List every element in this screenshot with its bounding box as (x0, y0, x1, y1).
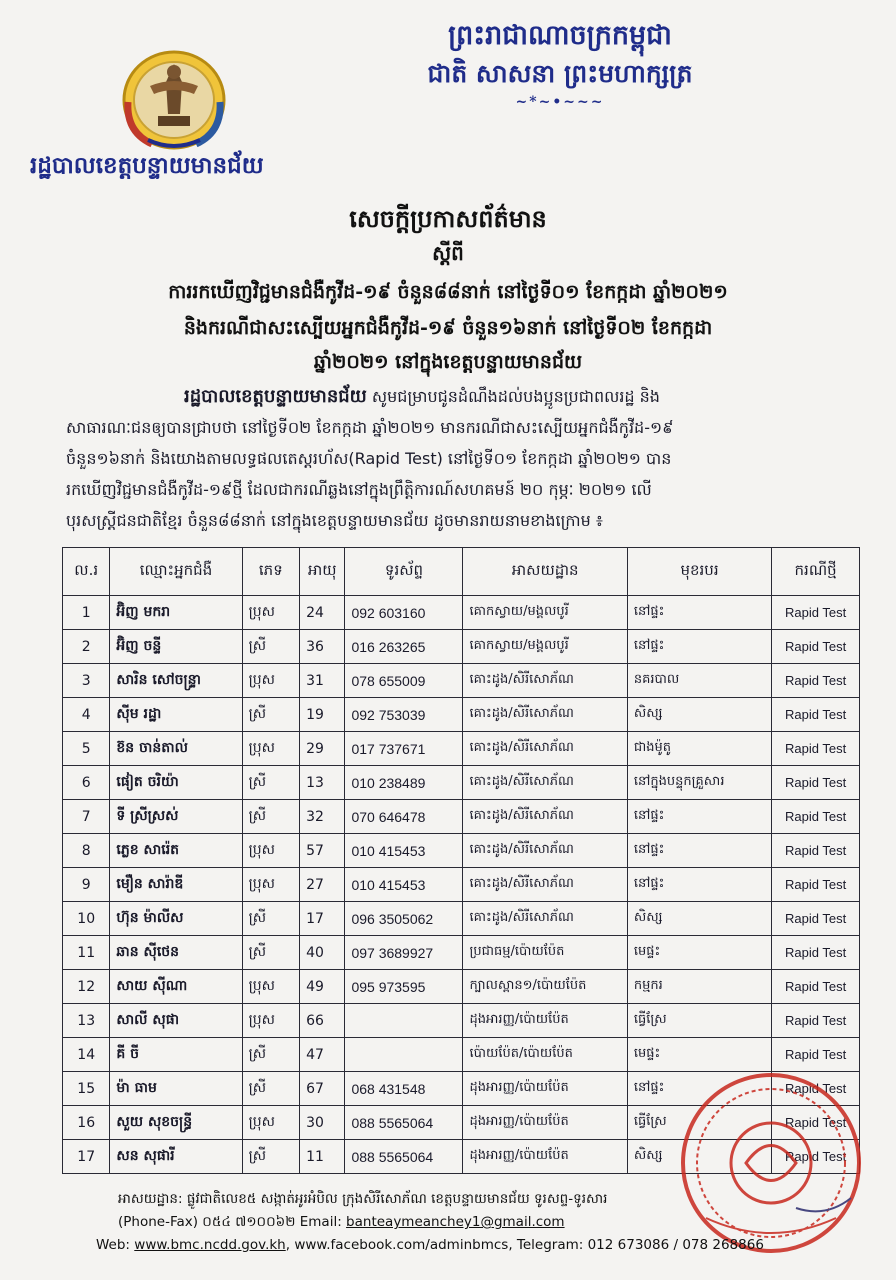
cell-name: ឆាន ស៊ីថេន (110, 936, 242, 970)
cell-age: 36 (300, 630, 345, 664)
cell-age: 29 (300, 732, 345, 766)
cell-sex: ប្រុស (242, 1106, 300, 1140)
cell-name: សន សុផារី (110, 1140, 242, 1174)
cell-result: Rapid Test (772, 1038, 860, 1072)
cell-sex: ប្រុស (242, 732, 300, 766)
cell-no: 15 (63, 1072, 110, 1106)
cell-address: ដុងអារញ្ញ/ប៉ោយប៉ែត (463, 1106, 627, 1140)
cell-phone: 010 415453 (345, 868, 463, 902)
cases-table (62, 547, 860, 1174)
motto-line: ជាតិ សាសនា ព្រះមហាក្សត្រ (427, 59, 693, 88)
cell-phone: 092 753039 (345, 698, 463, 732)
column-header: អាសយដ្ឋាន (463, 548, 627, 596)
column-header: ភេទ (242, 548, 300, 596)
footer-phone-fax: (Phone-Fax) ០៥៤ ៧១០០៦២ Email: (118, 1214, 342, 1230)
table-row (63, 1004, 860, 1038)
table-header-row (63, 548, 860, 596)
column-header: ឈ្មោះអ្នកជំងឺ (110, 548, 242, 596)
cell-name: អ៊ិញ មករា (110, 596, 242, 630)
cell-name: ហ៊ុន ម៉ាលីស (110, 902, 242, 936)
cell-address: ប្រជាធម្ម/ប៉ោយប៉ែត (463, 936, 627, 970)
cell-job: មេផ្ទះ (627, 936, 771, 970)
table-row (63, 1106, 860, 1140)
paragraph-line: បុរសស្ត្រីជនជាតិខ្មែរ ចំនួន៨៨នាក់ នៅក្នុងខេត្តបន្ទាយមានជ័យ ដូចមានរាយនាមខាងក្រោម ៖ (66, 511, 603, 530)
cell-name: សាលី សុផា (110, 1004, 242, 1038)
cell-phone: 088 5565064 (345, 1140, 463, 1174)
table-body (63, 596, 860, 1174)
cell-name: ខ៊ន ចាន់តាល់ (110, 732, 242, 766)
cell-no: 8 (63, 834, 110, 868)
paragraph-line: រកឃើញវិជ្ជមានជំងឺកូវីដ-១៩ថ្មី ដែលជាករណីឆ្លងនៅក្នុងព្រឹត្តិការណ៍សហគមន៍ ២០ កុម្ភៈ ២០២១ លើ (66, 480, 652, 499)
cell-age: 49 (300, 970, 345, 1004)
cell-result: Rapid Test (772, 902, 860, 936)
cell-sex: ស្រី (242, 800, 300, 834)
royal-emblem-logo (118, 42, 230, 152)
cell-job: ធ្វើស្រែ (627, 1004, 771, 1038)
cell-name: មឿន សារ៉ាឌី (110, 868, 242, 902)
table-row (63, 766, 860, 800)
table-row (63, 732, 860, 766)
cell-address: គោះដូង/សិរីសោភ័ណ (463, 698, 627, 732)
kingdom-motto (250, 18, 870, 110)
paragraph-line: សាធារណៈជនឲ្យបានជ្រាបថា នៅថ្ងៃទី០២ ខែកក្កដា ឆ្នាំ២០២១ មានករណីជាសះស្បើយអ្នកជំងឺកូវីដ-១៩ (66, 418, 674, 437)
cell-address: គោះដូង/សិរីសោភ័ណ (463, 868, 627, 902)
cell-age: 40 (300, 936, 345, 970)
cell-sex: ស្រី (242, 902, 300, 936)
cell-result: Rapid Test (772, 800, 860, 834)
cell-no: 4 (63, 698, 110, 732)
table-row (63, 902, 860, 936)
cell-address: គោះដូង/សិរីសោភ័ណ (463, 664, 627, 698)
cell-sex: ប្រុស (242, 970, 300, 1004)
cell-sex: ប្រុស (242, 664, 300, 698)
cell-age: 67 (300, 1072, 345, 1106)
cell-sex: ស្រី (242, 766, 300, 800)
cell-result: Rapid Test (772, 732, 860, 766)
cell-phone: 017 737671 (345, 732, 463, 766)
cell-result: Rapid Test (772, 1072, 860, 1106)
cell-job: សិស្ស (627, 1140, 771, 1174)
cell-no: 2 (63, 630, 110, 664)
cell-sex: ស្រី (242, 1038, 300, 1072)
cell-sex: ស្រី (242, 936, 300, 970)
cell-result: Rapid Test (772, 1140, 860, 1174)
cell-age: 30 (300, 1106, 345, 1140)
cell-phone (345, 1004, 463, 1038)
cell-name: ស៊ីម រដ្ឋា (110, 698, 242, 732)
paragraph-lead: រដ្ឋបាលខេត្តបន្ទាយមានជ័យ (184, 386, 367, 407)
cell-sex: ស្រី (242, 1072, 300, 1106)
cell-name: ម៉ា ធាម (110, 1072, 242, 1106)
column-header: ករណីថ្មី (772, 548, 860, 596)
cell-no: 11 (63, 936, 110, 970)
cell-job: មេផ្ទះ (627, 1038, 771, 1072)
cell-address: គោកស្វាយ/មង្គលបូរី (463, 630, 627, 664)
facebook-link[interactable]: , www.facebook.com/adminbmcs (285, 1237, 509, 1253)
cell-age: 47 (300, 1038, 345, 1072)
cell-no: 1 (63, 596, 110, 630)
cell-sex: ប្រុស (242, 868, 300, 902)
cell-job: នៅផ្ទះ (627, 630, 771, 664)
kingdom-line: ព្រះរាជាណាចក្រកម្ពុជា (448, 20, 672, 51)
cell-name: សាយ ស៊ីណា (110, 970, 242, 1004)
cell-job: ជាងម៉ូតូ (627, 732, 771, 766)
cell-result: Rapid Test (772, 970, 860, 1004)
cell-result: Rapid Test (772, 596, 860, 630)
cell-job: នៅផ្ទះ (627, 1072, 771, 1106)
subject-line-3: ឆ្នាំ២០២១ នៅក្នុងខេត្តបន្ទាយមានជ័យ (313, 351, 583, 373)
table-row (63, 1038, 860, 1072)
cell-address: គោះដូង/សិរីសោភ័ណ (463, 766, 627, 800)
cell-sex: ស្រី (242, 630, 300, 664)
cell-no: 5 (63, 732, 110, 766)
cell-address: ដុងអារញ្ញ/ប៉ោយប៉ែត (463, 1004, 627, 1038)
cell-phone: 078 655009 (345, 664, 463, 698)
document-title: សេចក្តីប្រកាសព័ត៌មាន (349, 204, 547, 233)
cell-age: 32 (300, 800, 345, 834)
cell-phone: 070 646478 (345, 800, 463, 834)
cell-no: 16 (63, 1106, 110, 1140)
table-row (63, 800, 860, 834)
subject-line-2: និងករណីជាសះស្បើយអ្នកជំងឺកូវីដ-១៩ ចំនួន១៦នាក់ នៅថ្ងៃទី០២ ខែកក្កដា (183, 317, 713, 339)
cell-sex: ស្រី (242, 1140, 300, 1174)
cell-sex: ប្រុស (242, 596, 300, 630)
cell-age: 24 (300, 596, 345, 630)
cell-no: 12 (63, 970, 110, 1004)
cell-address: គោះដូង/សិរីសោភ័ណ (463, 800, 627, 834)
cell-age: 31 (300, 664, 345, 698)
table-row (63, 630, 860, 664)
paragraph-line: សូមជម្រាបជូនដំណឹងដល់បងប្អូនប្រជាពលរដ្ឋ និង (371, 387, 660, 406)
cell-address: ប៉ោយប៉ែត/ប៉ោយប៉ែត (463, 1038, 627, 1072)
cell-no: 10 (63, 902, 110, 936)
cell-job: សិស្ស (627, 698, 771, 732)
province-administration: រដ្ឋបាលខេត្តបន្ទាយមានជ័យ (30, 152, 264, 179)
cell-address: គោះដូង/សិរីសោភ័ណ (463, 732, 627, 766)
cell-age: 27 (300, 868, 345, 902)
cell-address: គោះដូង/សិរីសោភ័ណ (463, 902, 627, 936)
cell-phone (345, 1038, 463, 1072)
cell-address: គោកស្វាយ/មង្គលបូរី (463, 596, 627, 630)
cell-address: ក្បាលស្ពាន១/ប៉ោយប៉ែត (463, 970, 627, 1004)
column-header: មុខរបរ (627, 548, 771, 596)
cell-no: 7 (63, 800, 110, 834)
telegram-contact: , Telegram: 012 673086 / 078 268866 (508, 1237, 764, 1253)
cell-result: Rapid Test (772, 766, 860, 800)
cell-name: ផៀត ចរិយ៉ា (110, 766, 242, 800)
cell-phone: 092 603160 (345, 596, 463, 630)
table-row (63, 596, 860, 630)
ornament-divider: ~*~•~~~ (515, 94, 605, 110)
footer-address: អាសយដ្ឋាន: ផ្លូវជាតិលេខ៥ សង្កាត់អូរអំបិល ក្រុងសិរីសោភ័ណ ខេត្តបន្ទាយមានជ័យ ទូរសព្ទ-ទូរសារ (118, 1191, 608, 1207)
cell-name: សារិន សៅចន្ទ្រា (110, 664, 242, 698)
cell-phone: 010 415453 (345, 834, 463, 868)
cell-job: កម្មករ (627, 970, 771, 1004)
cell-phone: 097 3689927 (345, 936, 463, 970)
column-header: ទូរស័ព្ទ (345, 548, 463, 596)
cell-phone: 010 238489 (345, 766, 463, 800)
announcement-paragraph (66, 381, 866, 536)
cell-name: គី ចី (110, 1038, 242, 1072)
cell-name: អ៊ិញ ចន្ទី (110, 630, 242, 664)
email-link[interactable]: banteaymeanchey1@gmail.com (346, 1214, 565, 1230)
cell-result: Rapid Test (772, 664, 860, 698)
cell-sex: ស្រី (242, 698, 300, 732)
cell-job: នៅផ្ទះ (627, 800, 771, 834)
cell-result: Rapid Test (772, 834, 860, 868)
cell-job: នៅផ្ទះ (627, 834, 771, 868)
cell-name: ភ្លេខ សារ៉េត (110, 834, 242, 868)
cell-no: 3 (63, 664, 110, 698)
cell-job: សិស្ស (627, 902, 771, 936)
table-row (63, 698, 860, 732)
cell-result: Rapid Test (772, 698, 860, 732)
table-row (63, 1140, 860, 1174)
cell-age: 11 (300, 1140, 345, 1174)
cell-job: នគរបាល (627, 664, 771, 698)
cell-phone: 095 973595 (345, 970, 463, 1004)
cell-name: សួយ សុខចន្ធ្រី (110, 1106, 242, 1140)
cell-result: Rapid Test (772, 936, 860, 970)
cell-phone: 096 3505062 (345, 902, 463, 936)
contact-footer (96, 1188, 878, 1257)
website-link[interactable]: www.bmc.ncdd.gov.kh (134, 1237, 286, 1253)
cell-result: Rapid Test (772, 1106, 860, 1140)
table-row (63, 1072, 860, 1106)
cell-sex: ប្រុស (242, 1004, 300, 1038)
cell-age: 17 (300, 902, 345, 936)
cell-sex: ប្រុស (242, 834, 300, 868)
cell-no: 17 (63, 1140, 110, 1174)
cell-no: 14 (63, 1038, 110, 1072)
table-row (63, 868, 860, 902)
document-subtitle: ស្តីពី (432, 241, 464, 265)
cell-address: ដុងអារញ្ញ/ប៉ោយប៉ែត (463, 1072, 627, 1106)
cell-phone: 068 431548 (345, 1072, 463, 1106)
column-header: អាយុ (300, 548, 345, 596)
cell-job: នៅក្នុងបន្ទុកគ្រួសារ (627, 766, 771, 800)
cell-name: ទី ស្រីស្រស់ (110, 800, 242, 834)
cell-address: ដុងអារញ្ញ/ប៉ោយប៉ែត (463, 1140, 627, 1174)
paragraph-line: ចំនួន១៦នាក់ និងយោងតាមលទ្ធផលតេស្តរហ័ស(Rapid Test) នៅថ្ងៃទី០១ ខែកក្កដា ឆ្នាំ២០២១ បាន (66, 449, 672, 468)
table-row (63, 834, 860, 868)
cell-result: Rapid Test (772, 868, 860, 902)
cell-result: Rapid Test (772, 1004, 860, 1038)
cell-no: 13 (63, 1004, 110, 1038)
cell-phone: 088 5565064 (345, 1106, 463, 1140)
cell-result: Rapid Test (772, 630, 860, 664)
table-row (63, 970, 860, 1004)
cell-phone: 016 263265 (345, 630, 463, 664)
table-row (63, 664, 860, 698)
cell-address: គោះដូង/សិរីសោភ័ណ (463, 834, 627, 868)
cell-no: 9 (63, 868, 110, 902)
cell-job: នៅផ្ទះ (627, 596, 771, 630)
web-label: Web: (96, 1237, 130, 1253)
column-header: ល.រ (63, 548, 110, 596)
cell-age: 57 (300, 834, 345, 868)
cell-age: 13 (300, 766, 345, 800)
cell-job: នៅផ្ទះ (627, 868, 771, 902)
cell-age: 66 (300, 1004, 345, 1038)
subject-line-1: ការរកឃើញវិជ្ជមានជំងឺកូវីដ-១៩ ចំនួន៨៨នាក់ នៅថ្ងៃទី០១ ខែកក្កដា ឆ្នាំ២០២១ (168, 281, 728, 303)
table-row (63, 936, 860, 970)
cell-age: 19 (300, 698, 345, 732)
cell-job: ធ្វើស្រែ (627, 1106, 771, 1140)
cell-no: 6 (63, 766, 110, 800)
